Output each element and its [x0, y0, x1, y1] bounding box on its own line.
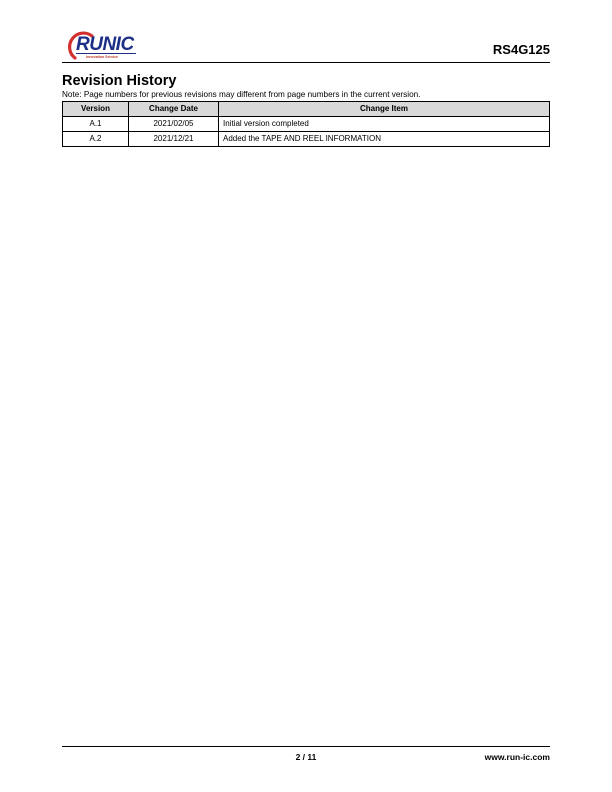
- change-item-cell: Added the TAPE AND REEL INFORMATION: [219, 132, 550, 147]
- date-cell: 2021/02/05: [129, 117, 219, 132]
- change-item-cell: Initial version completed: [219, 117, 550, 132]
- table-row: [63, 132, 550, 147]
- column-header-change-item: Change Item: [219, 102, 550, 117]
- revision-note: Note: Page numbers for previous revisions may different from page numbers in the current version.: [62, 90, 421, 99]
- revision-table: [62, 101, 550, 147]
- version-cell: A.2: [63, 132, 129, 147]
- page-title: Revision History: [62, 73, 177, 89]
- column-header-change-date: Change Date: [129, 102, 219, 117]
- column-header-version: Version: [63, 102, 129, 117]
- table-row: [63, 117, 550, 132]
- version-cell: A.1: [63, 117, 129, 132]
- website-link[interactable]: www.run-ic.com: [484, 752, 550, 762]
- header-divider: [62, 62, 550, 63]
- page-number: 2 / 11: [295, 752, 317, 762]
- part-number: RS4G125: [492, 42, 550, 57]
- logo-tagline: Innovation Service: [86, 55, 118, 59]
- table-header-row: [63, 102, 550, 117]
- date-cell: 2021/12/21: [129, 132, 219, 147]
- company-logo: [66, 28, 138, 64]
- logo-wordmark: RUNIC: [76, 34, 134, 55]
- footer-divider: [62, 746, 550, 747]
